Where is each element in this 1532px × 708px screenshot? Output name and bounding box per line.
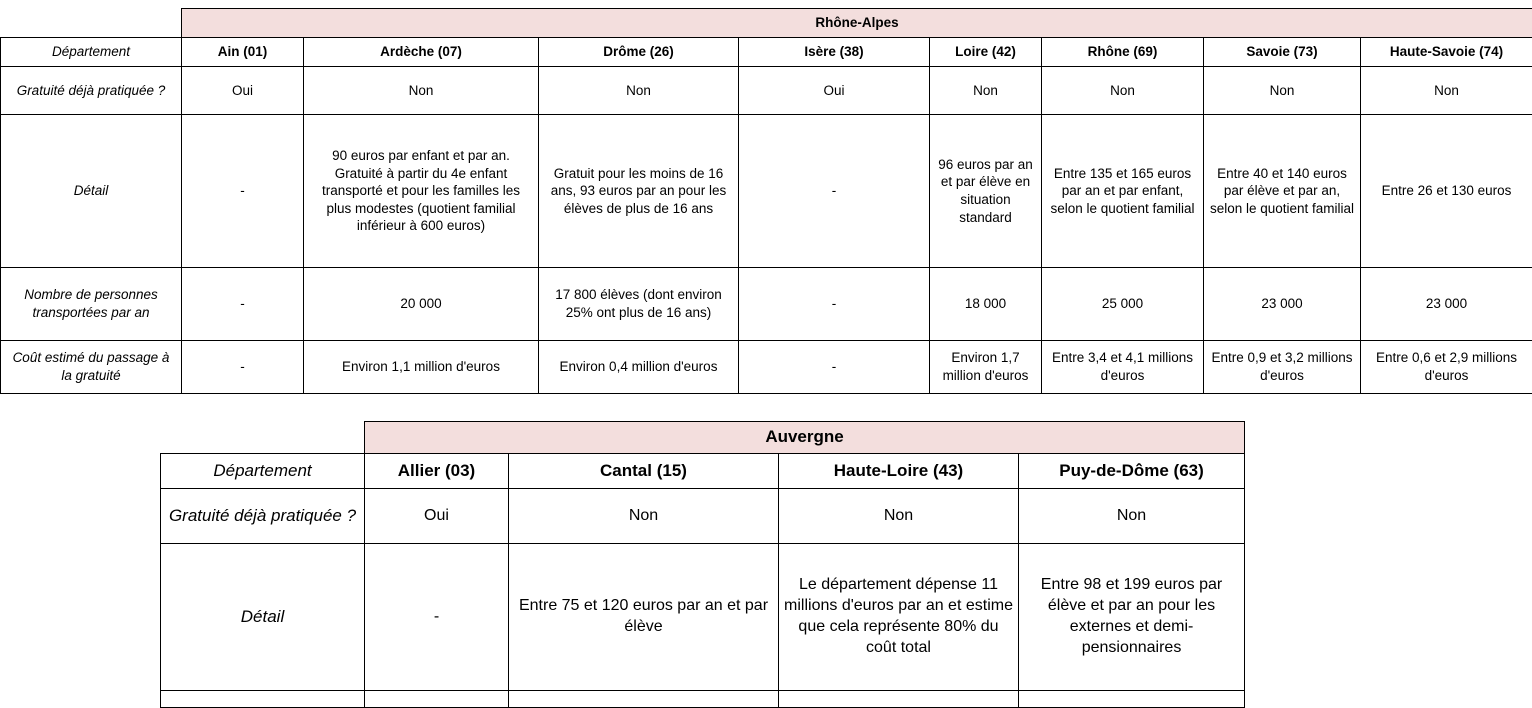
cell-nombre-isere: - xyxy=(739,268,930,341)
column-header-isere: Isère (38) xyxy=(739,38,930,67)
cell-truncated-haute-loire xyxy=(779,691,1019,708)
row-label-departement: Département xyxy=(161,454,365,489)
column-header-allier: Allier (03) xyxy=(365,454,509,489)
row-label-gratuite: Gratuité déjà pratiquée ? xyxy=(161,489,365,544)
cell-gratuite-allier: Oui xyxy=(365,489,509,544)
cell-detail-haute-savoie: Entre 26 et 130 euros xyxy=(1361,115,1532,268)
table-row xyxy=(1,268,1532,341)
cell-detail-puy-de-dome: Entre 98 et 199 euros par élève et par an pour les externes et demi-pensionnaires xyxy=(1019,544,1245,691)
cell-gratuite-haute-loire: Non xyxy=(779,489,1019,544)
cell-gratuite-cantal: Non xyxy=(509,489,779,544)
table-row xyxy=(161,454,1245,489)
cell-truncated-cantal xyxy=(509,691,779,708)
row-label-cout: Coût estimé du passage à la gratuité xyxy=(1,341,182,394)
table-rhone-alpes xyxy=(0,8,1532,394)
cell-nombre-loire: 18 000 xyxy=(930,268,1042,341)
cell-cout-savoie: Entre 0,9 et 3,2 millions d'euros xyxy=(1204,341,1361,394)
region-banner-auvergne: Auvergne xyxy=(365,422,1245,454)
row-label-detail: Détail xyxy=(161,544,365,691)
cell-gratuite-isere: Oui xyxy=(739,67,930,115)
table-row xyxy=(1,341,1532,394)
column-header-puy-de-dome: Puy-de-Dôme (63) xyxy=(1019,454,1245,489)
cell-cout-ardeche: Environ 1,1 million d'euros xyxy=(304,341,539,394)
cell-detail-isere: - xyxy=(739,115,930,268)
cell-cout-loire: Environ 1,7 million d'euros xyxy=(930,341,1042,394)
cell-gratuite-ain: Oui xyxy=(182,67,304,115)
cell-cout-drome: Environ 0,4 million d'euros xyxy=(539,341,739,394)
cell-detail-rhone: Entre 135 et 165 euros par an et par enfant, selon le quotient familial xyxy=(1042,115,1204,268)
cell-nombre-haute-savoie: 23 000 xyxy=(1361,268,1532,341)
cell-detail-savoie: Entre 40 et 140 euros par élève et par an, selon le quotient familial xyxy=(1204,115,1361,268)
cell-gratuite-savoie: Non xyxy=(1204,67,1361,115)
column-header-rhone: Rhône (69) xyxy=(1042,38,1204,67)
cell-detail-haute-loire: Le département dépense 11 millions d'euros par an et estime que cela représente 80% du coût total xyxy=(779,544,1019,691)
column-header-drome: Drôme (26) xyxy=(539,38,739,67)
row-label-gratuite: Gratuité déjà pratiquée ? xyxy=(1,67,182,115)
table-row xyxy=(1,115,1532,268)
table-row xyxy=(161,489,1245,544)
cell-cout-rhone: Entre 3,4 et 4,1 millions d'euros xyxy=(1042,341,1204,394)
cell-detail-loire: 96 euros par an et par élève en situation standard xyxy=(930,115,1042,268)
cell-detail-ardeche: 90 euros par enfant et par an. Gratuité à partir du 4e enfant transporté et pour les familles les plus modestes (quotient familial inférieur à 600 euros) xyxy=(304,115,539,268)
cell-nombre-ain: - xyxy=(182,268,304,341)
table-row xyxy=(1,9,1532,38)
cell-nombre-rhone: 25 000 xyxy=(1042,268,1204,341)
row-label-departement: Département xyxy=(1,38,182,67)
table-row xyxy=(161,544,1245,691)
column-header-loire: Loire (42) xyxy=(930,38,1042,67)
cell-cout-isere: - xyxy=(739,341,930,394)
cell-gratuite-loire: Non xyxy=(930,67,1042,115)
cell-truncated-allier xyxy=(365,691,509,708)
column-header-haute-savoie: Haute-Savoie (74) xyxy=(1361,38,1532,67)
column-header-ain: Ain (01) xyxy=(182,38,304,67)
row-label-nombre: Nombre de personnes transportées par an xyxy=(1,268,182,341)
column-header-haute-loire: Haute-Loire (43) xyxy=(779,454,1019,489)
region-banner-rhone-alpes: Rhône-Alpes xyxy=(182,9,1532,38)
cell-cout-haute-savoie: Entre 0,6 et 2,9 millions d'euros xyxy=(1361,341,1532,394)
table-auvergne xyxy=(160,421,1245,708)
row-label-truncated xyxy=(161,691,365,708)
banner-spacer-cell xyxy=(1,9,182,38)
table-row xyxy=(1,38,1532,67)
cell-detail-ain: - xyxy=(182,115,304,268)
cell-cout-ain: - xyxy=(182,341,304,394)
column-header-savoie: Savoie (73) xyxy=(1204,38,1361,67)
cell-nombre-ardeche: 20 000 xyxy=(304,268,539,341)
row-label-detail: Détail xyxy=(1,115,182,268)
cell-nombre-savoie: 23 000 xyxy=(1204,268,1361,341)
cell-gratuite-puy-de-dome: Non xyxy=(1019,489,1245,544)
cell-detail-drome: Gratuit pour les moins de 16 ans, 93 euros par an pour les élèves de plus de 16 ans xyxy=(539,115,739,268)
cell-detail-cantal: Entre 75 et 120 euros par an et par élève xyxy=(509,544,779,691)
banner-spacer-cell xyxy=(161,422,365,454)
cell-gratuite-haute-savoie: Non xyxy=(1361,67,1532,115)
cell-gratuite-rhone: Non xyxy=(1042,67,1204,115)
cell-nombre-drome: 17 800 élèves (dont environ 25% ont plus de 16 ans) xyxy=(539,268,739,341)
column-header-cantal: Cantal (15) xyxy=(509,454,779,489)
cell-detail-allier: - xyxy=(365,544,509,691)
table-row xyxy=(161,691,1245,708)
cell-truncated-puy-de-dome xyxy=(1019,691,1245,708)
table-row xyxy=(1,67,1532,115)
column-header-ardeche: Ardèche (07) xyxy=(304,38,539,67)
table-row xyxy=(161,422,1245,454)
cell-gratuite-drome: Non xyxy=(539,67,739,115)
cell-gratuite-ardeche: Non xyxy=(304,67,539,115)
